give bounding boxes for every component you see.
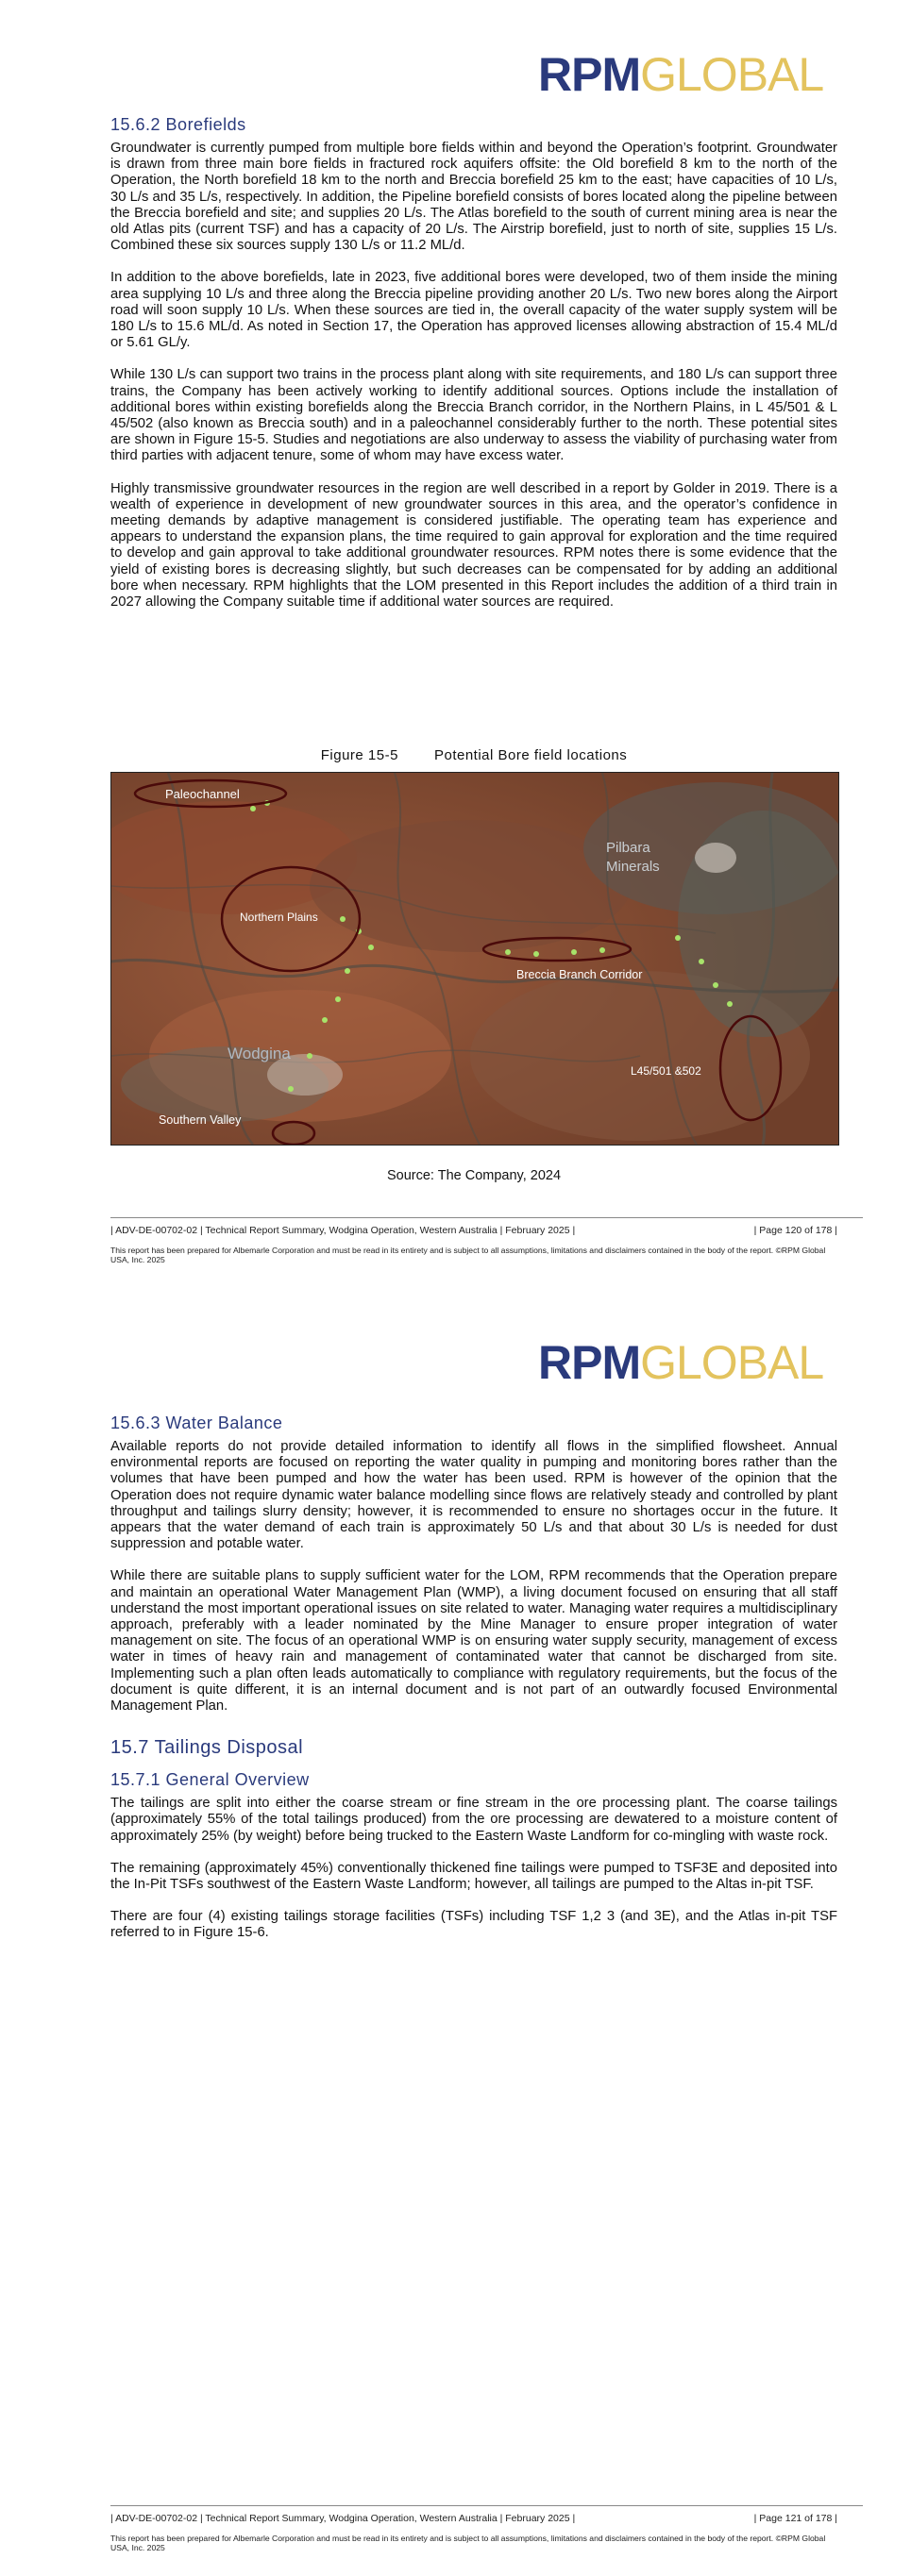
rpm-global-logo: RPMGLOBAL [538, 1336, 824, 1389]
footer-disclaimer: This report has been prepared for Albemarle Corporation and must be read in its entirety and is subject to all assumptions, limitations and disclaimers contained in the body of the report. ©RPM Global USA, Inc. 2025 [110, 2534, 826, 2552]
map-label-northern-plains: Northern Plains [240, 911, 318, 924]
figure-source: Source: The Company, 2024 [386, 1168, 562, 1183]
footer-divider [110, 1217, 863, 1218]
footer-doc-info: | ADV-DE-00702-02 | Technical Report Summary, Wodgina Operation, Western Australia | February 2025 | [110, 2513, 576, 2524]
tailings-disposal-heading: 15.7 Tailings Disposal [110, 1737, 304, 1759]
general-overview-heading: 15.7.1 General Overview [110, 1770, 310, 1790]
map-label-minerals: Minerals [606, 859, 660, 875]
paragraph: Groundwater is currently pumped from multiple bore fields within and beyond the Operation’s footprint. Groundwater is drawn from three main bore fields in fractured rock aquifers offsite: the Old borefield 8 km to the north of the Operation, the North borefield 18 km to the north and Breccia borefield 25 km to the east; have capacities of 10 L/s, 30 L/s and 35 L/s, respectively. In addition, the Pipeline borefield consists of bores located along the pipeline between the Breccia borefield and site; and supplies 20 L/s. The Atlas borefield to the south of current mining area is near the old Atlas pits (current TSF) and has a capacity of 20 L/s. The Airstrip borefield, just to north of site, supplies 15 L/s. Combined these six sources supply 130 L/s or 11.2 ML/d. [110, 141, 837, 254]
paragraph: Highly transmissive groundwater resources in the region are well described in a report by Golder in 2019. There is a wealth of experience in development of new groundwater sources in this area, and the operator’s confidence in meeting demands by adaptive management is considered justifiable. The operating team has experience and appears to understand the expansion plans, the time required to gain approval for exploration and the time required to develop and gain approval to take additional groundwater resources. RPM notes there is some evidence that the yield of existing bores is decreasing slightly, but such decreases can be compensated for by adding an additional bore when necessary. RPM highlights that the LOM presented in this Report includes the addition of a third train in 2027 allowing the Company suitable time if additional water sources are required. [110, 480, 837, 611]
page-footer [110, 1225, 837, 1236]
footer-divider [110, 2505, 863, 2506]
paragraph: There are four (4) existing tailings storage facilities (TSFs) including TSF 1,2 3 (and 3E), and the Atlas in-pit TSF referred to in Figure 15-6. [110, 1909, 837, 1941]
paragraph: While 130 L/s can support two trains in the process plant along with site requirements, and 180 L/s can support three trains, the Company has been actively working to identify additional sources. Options include the installation of additional bores within existing borefields along the Breccia Branch corridor, in the Northern Plains, in L 45/501 & L 45/502 (also known as Breccia south) and in a paleochannel considerably further to the north. These potential sites are shown in Figure 15-5. Studies and negotiations are also underway to assess the viability of purchasing water from third parties with adjacent tenure, some of whom may have excess water. [110, 367, 837, 464]
page-footer [110, 2513, 837, 2524]
paragraph: The tailings are split into either the coarse stream or fine stream in the ore processing plant. The coarse tailings (approximately 55% of the total tailings produced) from the ore processing are dewatered to a moisture content of approximately 25% (by weight) before being trucked to the Eastern Waste Landform for co-mingling with waste rock. [110, 1796, 837, 1844]
map-label-l45: L45/501 &502 [631, 1064, 701, 1078]
paragraph: The remaining (approximately 45%) conventionally thickened fine tailings were pumped to TSF3E and deposited into the In-Pit TSFs southwest of the Eastern Waste Landform; however, all tailings are pumped to the Altas in-pit TSF. [110, 1860, 837, 1893]
paragraph: In addition to the above borefields, late in 2023, five additional bores were developed, two of them inside the mining area supplying 10 L/s and three along the Breccia pipeline providing another 20 L/s. Two new bores along the Airport road will soon supply 10 L/s. When these sources are tied in, the overall capacity of the water supply system will be 180 L/s to 15.6 ML/d. As noted in Section 17, the Operation has approved licenses allowing abstraction of 15.4 ML/d or 5.61 GL/y. [110, 270, 837, 351]
map-label-wodgina: Wodgina [228, 1045, 291, 1062]
footer-doc-info: | ADV-DE-00702-02 | Technical Report Summary, Wodgina Operation, Western Australia | February 2025 | [110, 1225, 576, 1236]
figure-title: Potential Bore field locations [433, 747, 628, 763]
figure-caption [110, 747, 837, 763]
rpm-global-logo: RPMGLOBAL [538, 48, 824, 101]
map-label-breccia-corridor: Breccia Branch Corridor [516, 968, 643, 981]
map-label-paleochannel: Paleochannel [165, 787, 240, 801]
paragraph: Available reports do not provide detailed information to identify all flows in the simplified flowsheet. Annual environmental reports are focused on reporting the water quality in pumping and monitoring bores rather than the volumes that have been pumped and how the water has been used. RPM is however of the opinion that the Operation does not require dynamic water balance modelling since flows are relatively steady and controlled by plant throughput and tailings slurry density; however, it is recommended to ensure no shortages occur in the future. It appears that the water demand of each train is approximately 50 L/s and that about 30 L/s is needed for dust suppression and potable water. [110, 1439, 837, 1552]
footer-disclaimer: This report has been prepared for Albemarle Corporation and must be read in its entirety and is subject to all assumptions, limitations and disclaimers contained in the body of the report. ©RPM Global USA, Inc. 2025 [110, 1246, 826, 1264]
paragraph: While there are suitable plans to supply sufficient water for the LOM, RPM recommends that the Operation prepare and maintain an operational Water Management Plan (WMP), a living document focused on ensuring that all staff understand the most important operational issues on site related to water. Managing water requires a multidisciplinary approach, preferably with a leader nominated by the Mine Manager to ensure proper integration of water management on site. The focus of an operational WMP is on ensuring water supply security, management of excess water in times of heavy rain and management of contaminated water that cannot be discharged from site. Implementing such a plan often leads automatically to compliance with regulatory requirements, but the focus of the document is quite different, it is an internal document and is not part of an outwardly focused Environmental Management Plan. [110, 1568, 837, 1715]
borefields-section [110, 115, 837, 611]
satellite-map-image [111, 773, 838, 1145]
water-balance-section [110, 1413, 837, 1942]
bore-field-map [110, 772, 839, 1146]
report-page-121 [0, 1288, 911, 2576]
figure-label: Figure 15-5 [320, 747, 398, 763]
map-label-southern-valley: Southern Valley [159, 1113, 242, 1127]
borefields-heading: 15.6.2 Borefields [110, 115, 246, 134]
map-label-pilbara: Pilbara [606, 840, 650, 856]
water-balance-heading: 15.6.3 Water Balance [110, 1413, 283, 1432]
footer-page-number: | Page 121 of 178 | [753, 2513, 837, 2524]
footer-page-number: | Page 120 of 178 | [753, 1225, 837, 1236]
